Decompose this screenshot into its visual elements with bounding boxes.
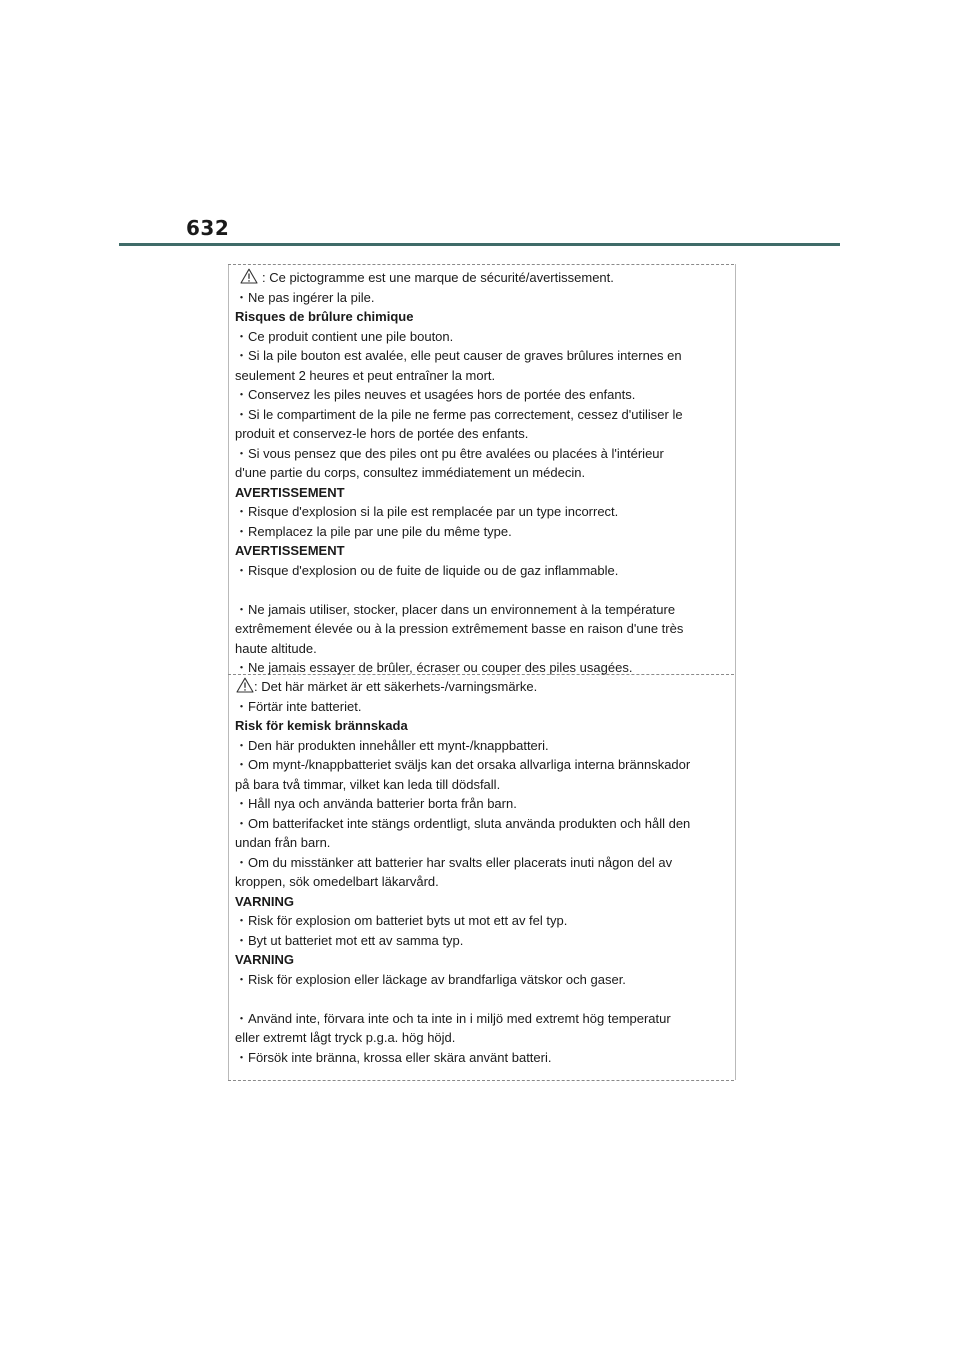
text-line: ・Håll nya och använda batterier borta från barn. — [235, 796, 517, 811]
box-top-border — [228, 264, 734, 265]
text-line: ・Ne jamais utiliser, stocker, placer dans un environnement à la température — [235, 601, 676, 617]
section-heading: AVERTISSEMENT — [235, 543, 345, 558]
text-line: ・Om mynt-/knappbatteriet sväljs kan det orsaka allvarliga interna brännskador — [235, 757, 691, 772]
header-rule — [119, 243, 840, 246]
text-line: ・Risque d'explosion ou de fuite de liquide ou de gaz inflammable. — [235, 562, 619, 578]
blank-line — [235, 989, 730, 1009]
text-line: ・Försök inte bränna, krossa eller skära använt batteri. — [235, 1049, 552, 1065]
text-line: ・Byt ut batteriet mot ett av samma typ. — [235, 932, 464, 948]
swedish-warning-section — [235, 677, 730, 1067]
text-line: haute altitude. — [235, 640, 317, 656]
page-number: 632 — [186, 216, 230, 240]
box-bottom-border — [228, 1080, 734, 1081]
blank-line — [235, 580, 730, 600]
text-line: seulement 2 heures et peut entraîner la mort. — [235, 367, 496, 383]
text-line: produit et conservez-le hors de portée des enfants. — [235, 426, 529, 441]
text-line: undan från barn. — [235, 835, 331, 850]
text-line: ・Conservez les piles neuves et usagées hors de portée des enfants. — [235, 387, 636, 402]
text-line: eller extremt lågt tryck p.g.a. hög höjd. — [235, 1030, 456, 1045]
text-line: ・Om batterifacket inte stängs ordentligt, sluta använda produkten och håll den — [235, 815, 691, 831]
text-line: ・Si le compartiment de la pile ne ferme pas correctement, cessez d'utiliser le — [235, 406, 683, 422]
text-line: ・Risk för explosion eller läckage av brandfarliga vätskor och gaser. — [235, 971, 626, 987]
symbol-note-line — [235, 268, 730, 288]
text-line: ・Remplacez la pile par une pile du même type. — [235, 523, 512, 539]
text-line: ・Använd inte, förvara inte och ta inte in i miljö med extremt hög temperatur — [235, 1010, 671, 1026]
text-line: ・Om du misstänker att batterier har svalts eller placerats inuti någon del av — [235, 854, 673, 870]
section-heading: Risk för kemisk brännskada — [235, 718, 408, 733]
symbol-note-text: : Det här märket är ett säkerhets-/varningsmärke. — [254, 679, 538, 694]
section-heading: VARNING — [235, 893, 294, 909]
section-heading: AVERTISSEMENT — [235, 484, 345, 500]
symbol-note-text: : Ce pictogramme est une marque de sécurité/avertissement. — [262, 270, 614, 285]
french-warning-section — [235, 268, 730, 678]
warning-triangle-icon — [236, 677, 254, 693]
text-line: kroppen, sök omedelbart läkarvård. — [235, 874, 439, 889]
symbol-note-line — [235, 677, 730, 697]
text-line: ・Den här produkten innehåller ett mynt-/knappbatteri. — [235, 737, 549, 753]
text-line: d'une partie du corps, consultez immédiatement un médecin. — [235, 465, 586, 480]
text-line: ・Ne jamais essayer de brûler, écraser ou couper des piles usagées. — [235, 660, 633, 675]
text-line: ・Risque d'explosion si la pile est remplacée par un type incorrect. — [235, 504, 619, 519]
text-line: extrêmement élevée ou à la pression extrêmement basse en raison d'une très — [235, 621, 684, 636]
text-line: ・Ne pas ingérer la pile. — [235, 289, 375, 305]
swedish-lines — [235, 697, 730, 1068]
section-heading: Risques de brûlure chimique — [235, 309, 414, 324]
text-line: på bara två timmar, vilket kan leda till dödsfall. — [235, 776, 501, 792]
text-line: ・Risk för explosion om batteriet byts ut mot ett av fel typ. — [235, 913, 568, 928]
french-lines — [235, 288, 730, 678]
text-line: ・Förtär inte batteriet. — [235, 698, 362, 714]
text-line: ・Si vous pensez que des piles ont pu être avalées ou placées à l'intérieur — [235, 445, 664, 461]
text-line: ・Si la pile bouton est avalée, elle peut causer de graves brûlures internes en — [235, 348, 682, 363]
text-line: ・Ce produit contient une pile bouton. — [235, 328, 454, 344]
section-heading: VARNING — [235, 952, 294, 967]
warning-triangle-icon — [240, 268, 258, 284]
